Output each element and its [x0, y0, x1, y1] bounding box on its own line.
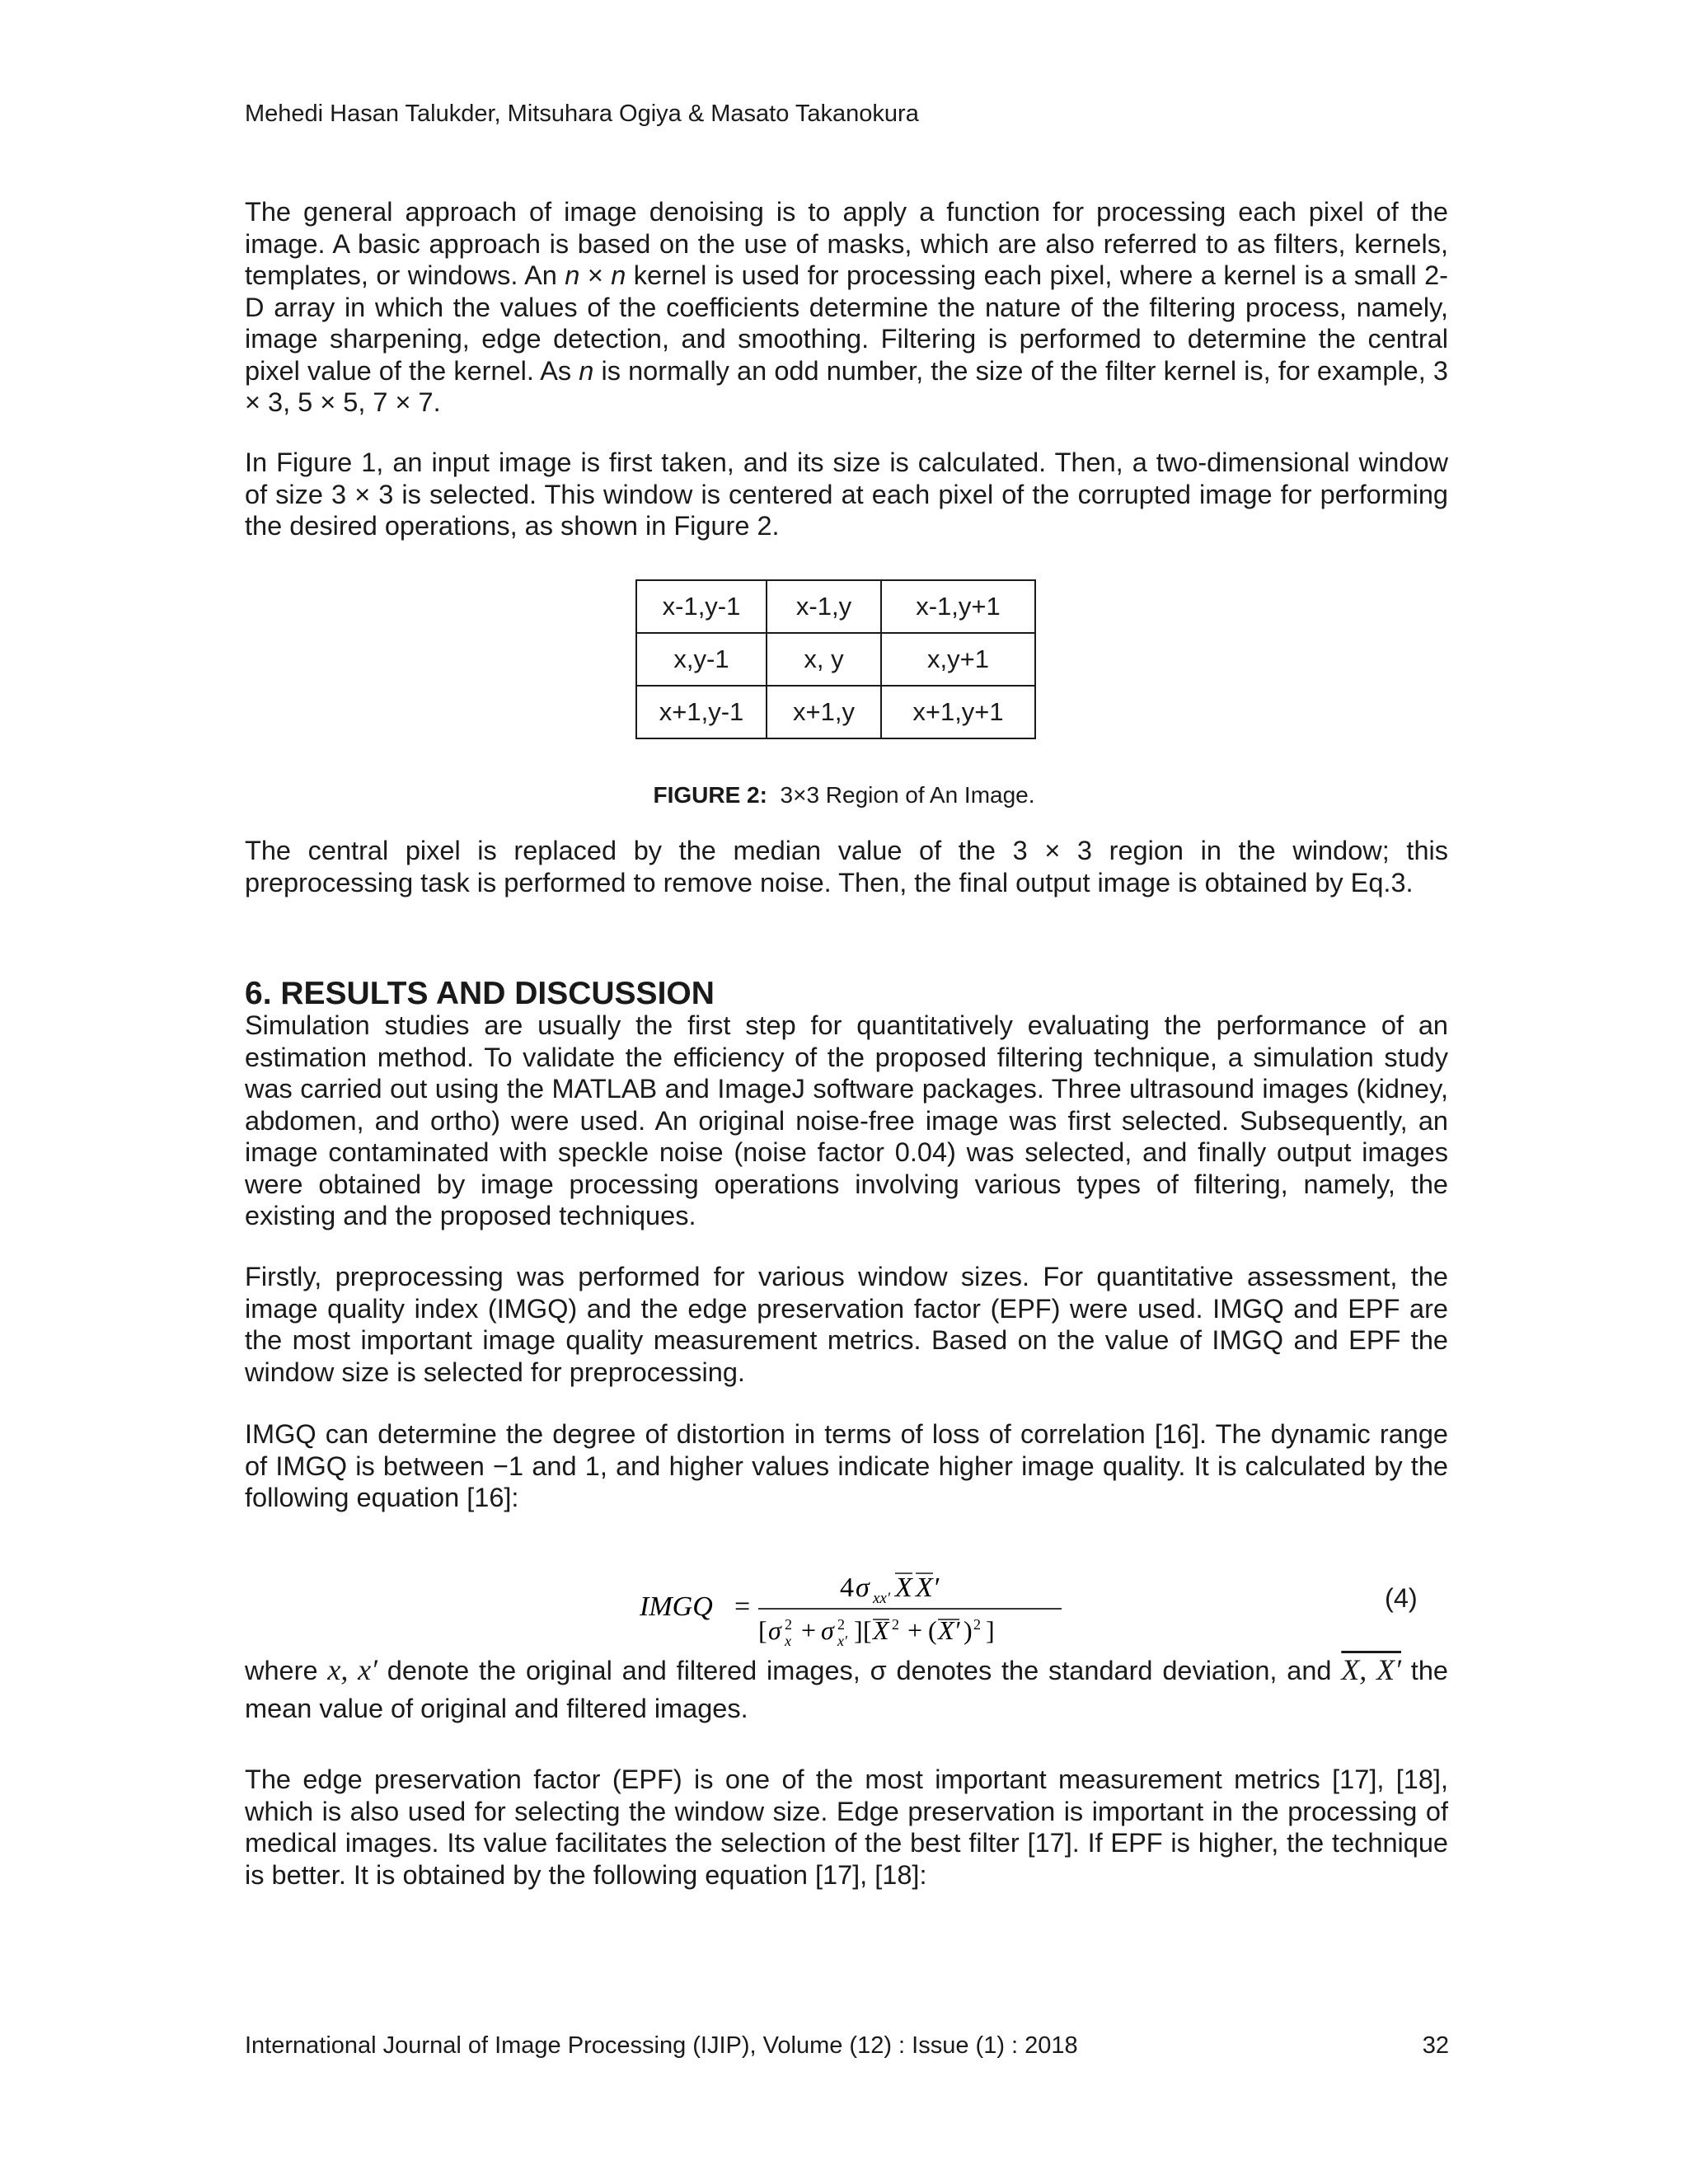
eq-den-xbar: X — [873, 1615, 889, 1645]
para4-text-1: where — [245, 1656, 328, 1685]
paragraph-window-sizes: Firstly, preprocessing was performed for various window sizes. For quantitative assessment, the image quality index (IMGQ) and the edge preservation factor (EPF) were used. IMGQ and EPF are the most important image quality measurement metrics. Based on the value of IMGQ and EPF the window size is selected for preprocessing. — [245, 1262, 1448, 1387]
eq-lhs: IMGQ — [640, 1591, 713, 1622]
table-cell: x-1,y+1 — [881, 580, 1035, 633]
equation-imgq — [640, 1562, 1068, 1652]
para1-times: × — [579, 260, 612, 290]
eq-den-plus1: + — [801, 1615, 817, 1645]
equation-number: (4) — [1385, 1583, 1418, 1613]
paragraph-simulation-studies: Simulation studies are usually the first step for quantitatively evaluating the performance of an estimation method. To validate the efficiency of the proposed filtering technique, a simulation study was carried out using the MATLAB and ImageJ software packages. Three ultrasound images (kidney, abdomen, and ortho) were used. An original noise-free image was first selected. Subsequently, an image contaminated with speckle noise (noise factor 0.04) was selected, and finally output images were obtained by image processing operations involving various types of filtering, namely, the existing and the proposed techniques. — [245, 1010, 1448, 1230]
table-cell: x,y+1 — [881, 633, 1035, 686]
paragraph-figure1-window: In Figure 1, an input image is first taken, and its size is calculated. Then, a two-dimensional window of size 3 × 3 is selected. This window is centered at each pixel of the corrupted image for performing the desired operations, as shown in Figure 2. — [245, 448, 1448, 541]
eq-den-lbr2: [ — [863, 1615, 872, 1645]
eq-num-sub-xx: xx′ — [873, 1590, 891, 1607]
table-cell: x-1,y — [767, 580, 881, 633]
eq-den-sq3: 2 — [892, 1616, 899, 1633]
eq-den-plus2: + — [907, 1615, 923, 1645]
eq-den-rbr2: ] — [986, 1615, 995, 1645]
page-number: 32 — [1422, 2032, 1449, 2059]
table-cell: x-1,y-1 — [636, 580, 767, 633]
eq-den-sq1: 2 — [785, 1616, 792, 1633]
eq-den-rpar: ) — [964, 1615, 973, 1645]
paragraph-variable-definitions — [245, 1651, 1448, 1727]
para1-text-2: kernel is used for processing each pixel, where a kernel is a small 2-D array in which the values of the coefficients determine the nature of the filtering process, namely, image sharpening, edge detection, and smoothing. Filtering is performed to determine the central pixel value of the kernel. As — [245, 260, 1448, 386]
eq-den-sq4: 2 — [973, 1616, 981, 1633]
table-cell: x+1,y-1 — [636, 686, 767, 738]
table-cell: x,y-1 — [636, 633, 767, 686]
eq-num-sigma: σ — [856, 1572, 870, 1603]
eq-num-coef: 4 — [840, 1572, 854, 1603]
para4-text-2: denote the original and filtered images, σ denotes the standard deviation, and — [377, 1656, 1342, 1685]
eq-num-xbarp: X′ — [916, 1572, 940, 1603]
paragraph-median-replacement: The central pixel is replaced by the median value of the 3 × 3 region in the window; this preprocessing task is performed to remove noise. Then, the final output image is obtained by Eq.3. — [245, 836, 1448, 898]
paragraph-denoising-approach — [245, 196, 1448, 419]
figure2-caption-label: FIGURE 2: — [653, 782, 767, 808]
para1-n-b: n — [611, 260, 626, 290]
figure2-caption-text: 3×3 Region of An Image. — [780, 782, 1035, 808]
para1-text-3: is normally an odd number, the size of the filter kernel is, for example, 3 × 3, 5 × 5, 7 × 7. — [245, 355, 1448, 417]
para4-math-x: x, x′ — [327, 1653, 377, 1686]
eq-den-rbr1: ] — [854, 1615, 863, 1645]
table-cell: x+1,y — [767, 686, 881, 738]
paragraph-epf-definition: The edge preservation factor (EPF) is one of the most important measurement metrics [17], [18], which is also used for selecting the window size. Edge preservation is important in the processing of medical images. Its value facilitates the selection of the best filter [17]. If EPF is higher, the technique is better. It is obtained by the following equation [17], [18]: — [245, 1765, 1448, 1890]
section-heading-results: 6. RESULTS AND DISCUSSION — [245, 976, 715, 1011]
figure2-caption — [0, 781, 1688, 809]
eq-den-sigma1: σ — [768, 1615, 781, 1645]
eq-num-xbar: X — [895, 1572, 912, 1603]
eq-den-sq2: 2 — [837, 1616, 845, 1633]
eq-den-lbr1: [ — [758, 1615, 767, 1645]
table-row — [636, 633, 1035, 686]
table-row — [636, 580, 1035, 633]
eq-den-lpar: ( — [928, 1615, 937, 1645]
table-cell: x, y — [767, 633, 881, 686]
eq-den-sub-x: x — [785, 1633, 791, 1649]
para1-text-1: The general approach of image denoising is to apply a function for processing each pixel of the image. A basic approach is based on the use of masks, which are also referred to as filters, kernels, templates, or windows. An — [245, 197, 1448, 290]
eq-den-sub-xp: x′ — [837, 1633, 847, 1649]
eq-equals: = — [734, 1591, 751, 1622]
para4-text-3: the mean value of original and filtered images. — [245, 1656, 1448, 1723]
eq-den-sigma2: σ — [821, 1615, 834, 1645]
footer-journal-info: International Journal of Image Processing (IJIP), Volume (12) : Issue (1) : 2018 — [245, 2032, 1078, 2059]
table-row — [636, 686, 1035, 738]
para1-n-c: n — [579, 355, 594, 386]
para1-n-a: n — [565, 260, 580, 290]
figure2-region-table — [635, 579, 1036, 739]
paragraph-imgq-definition: IMGQ can determine the degree of distortion in terms of loss of correlation [16]. The dynamic range of IMGQ is between −1 and 1, and higher values indicate higher image quality. It is calculated by the following equation [16]: — [245, 1419, 1448, 1512]
table-cell: x+1,y+1 — [881, 686, 1035, 738]
eq-den-xbarp: X′ — [938, 1615, 960, 1645]
para4-math-xbar: X, X′ — [1341, 1653, 1401, 1686]
running-header-authors: Mehedi Hasan Talukder, Mitsuhara Ogiya & Masato Takanokura — [245, 101, 919, 127]
